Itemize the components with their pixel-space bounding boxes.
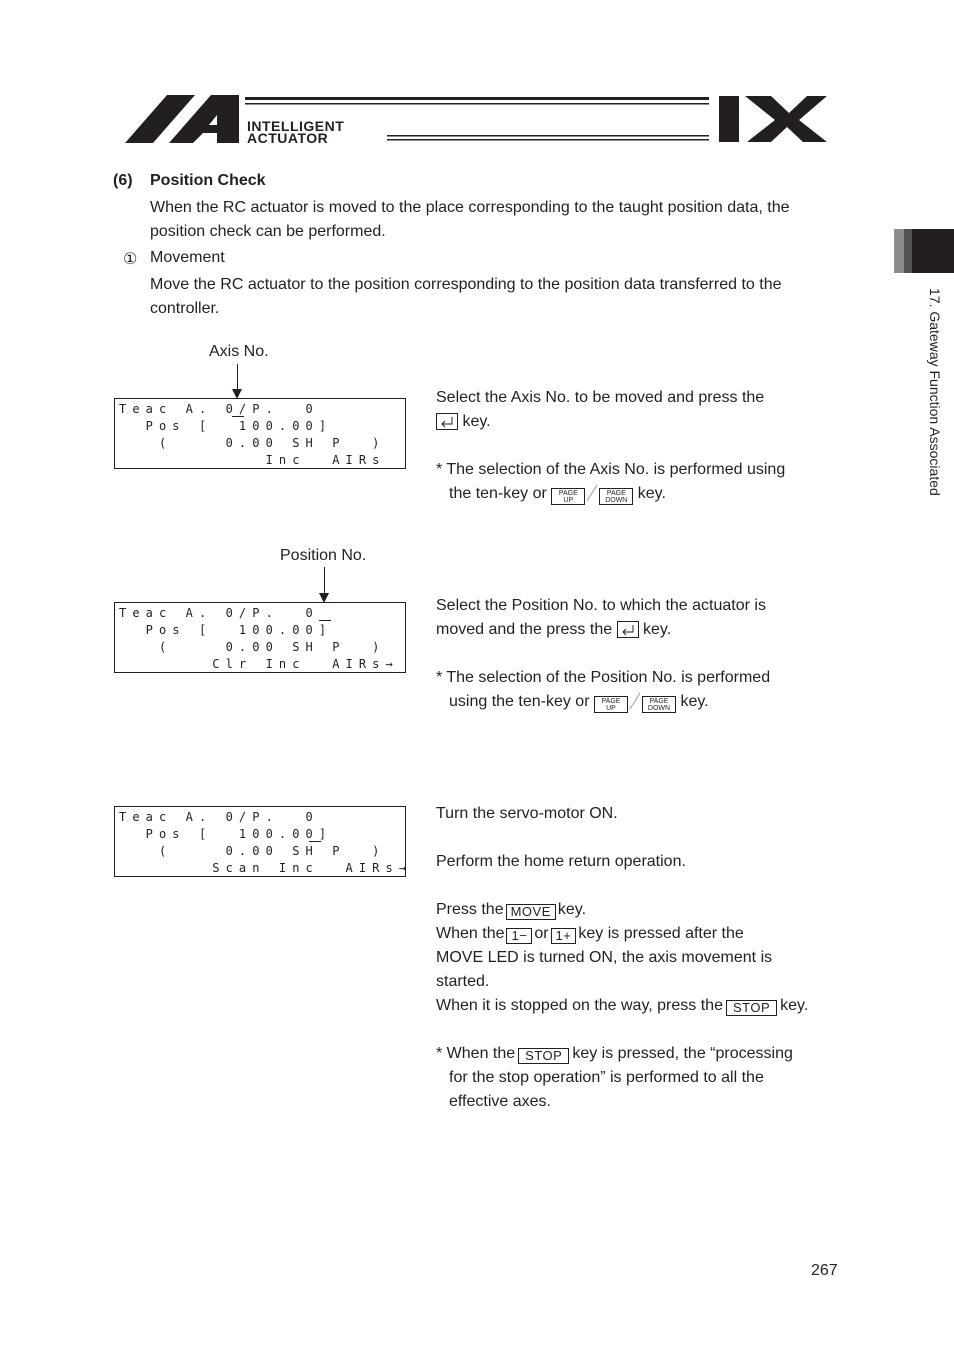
step1-note-prefix: the ten-key or xyxy=(449,485,547,502)
company-logo xyxy=(125,93,830,148)
stop-key: STOP xyxy=(726,1000,777,1016)
step3-note-suffix: key is pressed, the “processing xyxy=(572,1045,793,1062)
step2-note-prefix: using the ten-key or xyxy=(449,693,590,710)
step2-line2-prefix: moved and the press the xyxy=(436,621,613,638)
step3-note-line1 xyxy=(436,1042,793,1066)
enter-key-icon xyxy=(436,413,458,430)
step1-line2 xyxy=(436,410,491,434)
step3-led-line: MOVE LED is turned ON, the axis movement is xyxy=(436,949,773,966)
step3-stop-line xyxy=(436,994,808,1018)
step2-note-suffix: key. xyxy=(680,693,709,710)
lcd-line: Teac A. 0/P. 0 xyxy=(119,810,319,824)
lcd-screen-axis xyxy=(114,398,406,469)
step1-note-suffix: key. xyxy=(637,485,666,502)
subsection-marker: ① xyxy=(123,251,138,268)
one-minus-key: 1− xyxy=(506,928,532,944)
lcd-line: ( 0.00 SH P ) xyxy=(119,640,386,654)
lcd-cursor xyxy=(309,841,321,842)
logo-text-actuator: ACTUATOR xyxy=(247,130,329,146)
position-no-callout: Position No. xyxy=(280,547,367,564)
step2-line2 xyxy=(436,618,671,642)
lcd-screen-position xyxy=(114,602,406,673)
step3-note-line3: effective axes. xyxy=(449,1093,551,1110)
step3-press-prefix: Press the xyxy=(436,901,504,918)
lcd-line: Scan Inc AIRs→ xyxy=(119,861,413,875)
lcd-cursor xyxy=(232,416,244,417)
lcd-line: Inc AIRs xyxy=(119,453,386,467)
section-number: (6) xyxy=(113,172,133,189)
lcd-line: Teac A. 0/P. 0 xyxy=(119,606,319,620)
side-tab-label: 17. Gateway Function Associated xyxy=(927,288,943,496)
lcd-line: Teac A. 0/P. 0 xyxy=(119,402,319,416)
step3-stop-prefix: When it is stopped on the way, press the xyxy=(436,997,723,1014)
step2-line1: Select the Position No. to which the actuator is xyxy=(436,597,766,614)
lcd-line: Pos [ 100.00] xyxy=(119,623,333,637)
lcd-line: Pos [ 100.00] xyxy=(119,419,333,433)
page-number: 267 xyxy=(811,1262,838,1279)
page-down-key: PAGE DOWN xyxy=(599,488,633,505)
lcd-line: Clr Inc AIRs→ xyxy=(119,657,399,671)
step1-line2-suffix: key. xyxy=(462,413,491,430)
slash-icon xyxy=(585,484,599,502)
section-title: Position Check xyxy=(150,172,266,189)
lcd-line: ( 0.00 SH P ) xyxy=(119,436,386,450)
lcd-line: ( 0.00 SH P ) xyxy=(119,844,386,858)
page-up-key: PAGE UP xyxy=(551,488,585,505)
step3-stop-suffix: key. xyxy=(780,997,809,1014)
step2-note-line1: * The selection of the Position No. is performed xyxy=(436,669,771,686)
section-intro-line2: position check can be performed. xyxy=(150,223,386,240)
step3-press-line xyxy=(436,898,586,922)
step3-when-prefix: When the xyxy=(436,925,505,942)
stop-key: STOP xyxy=(518,1048,569,1064)
side-tab-dark-block xyxy=(912,229,954,273)
axis-no-callout-line xyxy=(237,364,238,390)
step3-when-suffix: key is pressed after the xyxy=(578,925,744,942)
step3-when-line xyxy=(436,922,744,946)
position-no-callout-line xyxy=(324,567,325,594)
subsection-title: Movement xyxy=(150,249,225,266)
step3-note-prefix: * When the xyxy=(436,1045,516,1062)
step3-note-line2: for the stop operation” is performed to all the xyxy=(449,1069,764,1086)
step3-servo: Turn the servo-motor ON. xyxy=(436,805,618,822)
subsection-text-line2: controller. xyxy=(150,300,220,317)
axis-no-callout: Axis No. xyxy=(209,343,269,360)
step2-line2-suffix: key. xyxy=(643,621,672,638)
lcd-cursor xyxy=(319,620,331,621)
step3-press-suffix: key. xyxy=(557,901,587,918)
lcd-line: Pos [ 100.00] xyxy=(119,827,333,841)
step2-note-line2 xyxy=(449,690,709,714)
one-plus-key: 1+ xyxy=(551,928,577,944)
step3-home: Perform the home return operation. xyxy=(436,853,686,870)
section-intro-line1: When the RC actuator is moved to the place corresponding to the taught position data, the xyxy=(150,199,790,216)
step3-when-or: or xyxy=(534,925,549,942)
step1-note-line1: * The selection of the Axis No. is performed using xyxy=(436,461,786,478)
move-key: MOVE xyxy=(506,904,556,920)
slash-icon xyxy=(628,692,642,710)
enter-key-icon xyxy=(617,621,639,638)
step1-note-line2 xyxy=(449,482,666,506)
step1-line1: Select the Axis No. to be moved and press the xyxy=(436,389,765,406)
page-up-key: PAGE UP xyxy=(594,696,628,713)
lcd-screen-scan xyxy=(114,806,413,877)
step3-started: started. xyxy=(436,973,490,990)
ia-logo-icon xyxy=(125,93,830,148)
side-tab-mid-block xyxy=(904,229,912,273)
logo-text-intelligent: INTELLIGENT xyxy=(247,118,345,134)
page-down-key: PAGE DOWN xyxy=(642,696,676,713)
subsection-text-line1: Move the RC actuator to the position corresponding to the position data transferred to the xyxy=(150,276,782,293)
